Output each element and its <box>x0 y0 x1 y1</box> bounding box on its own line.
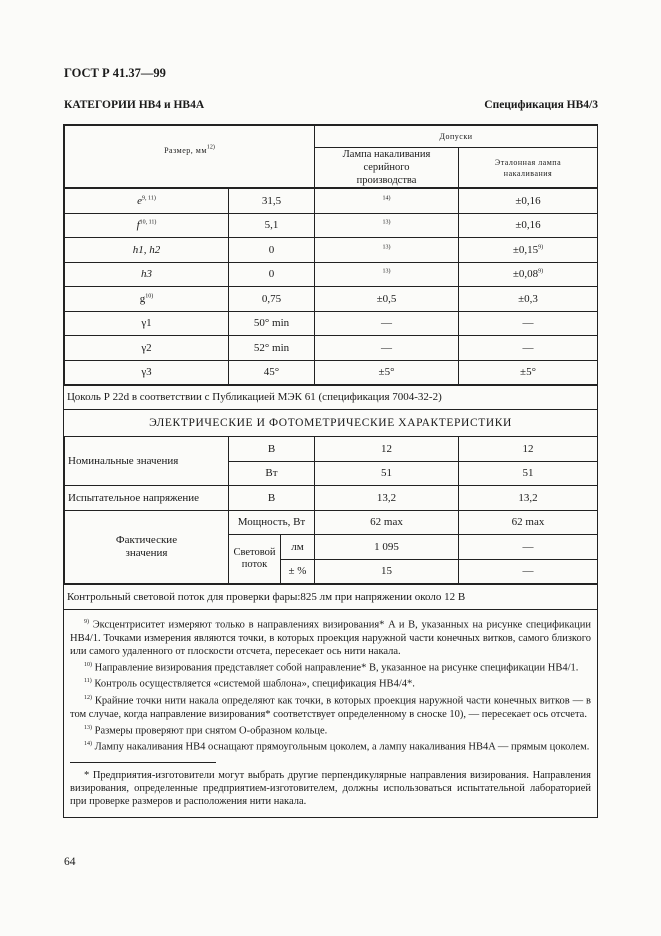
nominal-voltage-standard: 12 <box>459 437 598 462</box>
note-text: Размеры проверяют при снятом О-образном кольце. <box>94 725 328 737</box>
flux-unit-pct: ± % <box>281 559 315 584</box>
dimension-row <box>65 238 598 263</box>
standard-tolerance-text: ±0,16 <box>515 194 541 207</box>
flux-serial: 1 095 <box>315 535 459 560</box>
dimension-value <box>229 287 315 312</box>
page-number: 64 <box>64 856 76 868</box>
serial-tolerance-sup: 13) <box>382 219 391 226</box>
dimension-value-text: 0 <box>268 243 275 256</box>
dimension-symbol-sup: 10, 11) <box>139 219 157 226</box>
note-mark: 11) <box>84 678 92 685</box>
dimension-value-text: 5,1 <box>264 219 279 232</box>
dimension-symbol <box>65 189 229 214</box>
standard-tolerance-text: ±0,16 <box>515 219 541 232</box>
dimensions-table <box>64 125 598 188</box>
standard-tolerance <box>459 287 598 312</box>
flux-pct-serial: 15 <box>315 559 459 584</box>
dimension-row <box>65 336 598 361</box>
standard-tolerance <box>459 238 598 263</box>
serial-lamp-header: Лампа накаливания серийного производства <box>315 148 459 188</box>
standard-tolerance <box>459 213 598 238</box>
standard-tolerance <box>459 189 598 214</box>
test-voltage-label: Испытательное напряжение <box>65 486 229 511</box>
standard-tolerance-text: — <box>522 341 534 354</box>
dimension-symbol-sup: 10) <box>145 293 154 300</box>
dimension-symbol-text: h1, h2 <box>132 243 161 256</box>
serial-tolerance-text: ±5° <box>378 366 395 379</box>
standard-tolerance <box>459 311 598 336</box>
note-mark: 14) <box>84 741 92 748</box>
note-item <box>70 722 591 738</box>
test-voltage-unit: В <box>229 486 315 511</box>
dimension-symbol-text: γ3 <box>141 366 152 379</box>
serial-tolerance-text: — <box>381 341 392 354</box>
standard-lamp-header: Эталонная лампа накаливания <box>459 148 598 188</box>
dimension-row <box>65 262 598 287</box>
nominal-power-standard: 51 <box>459 461 598 486</box>
serial-tolerance <box>315 238 459 263</box>
dimension-symbol-text: g <box>139 292 146 305</box>
dimension-symbol <box>65 287 229 312</box>
note-text: Эксцентриситет измеряют только в направлениях визирования* A и B, указанных на рисунке спецификации HB4/1. Точками измерения являются точки, в которых проекция наружной части конечных витков, самого близкого или самого удаленного от плоскости отсчета, пересекает ось нити накала. <box>70 619 592 657</box>
dimension-symbol <box>65 213 229 238</box>
standard-tolerance-sup: 9) <box>538 268 544 275</box>
test-voltage-standard: 13,2 <box>459 486 598 511</box>
nominal-unit-w: Вт <box>229 461 315 486</box>
serial-tolerance-text: ±0,5 <box>376 292 397 305</box>
serial-tolerance <box>315 287 459 312</box>
note-text: Направление визирования представляет собой направление* B, указанное на рисунке спецификации HB4/1. <box>94 662 579 674</box>
dimension-value-text: 31,5 <box>261 194 282 207</box>
standard-tolerance-text: ±5° <box>520 366 536 379</box>
standard-tolerance-text: — <box>522 317 534 330</box>
serial-tolerance <box>315 213 459 238</box>
power-standard: 62 max <box>459 510 598 535</box>
dimension-value-text: 45° <box>263 366 280 379</box>
notes-list <box>70 616 591 754</box>
note-item <box>70 738 591 754</box>
dimension-value <box>229 360 315 385</box>
dimension-symbol-text: γ2 <box>141 341 152 354</box>
document-header-code: ГОСТ Р 41.37—99 <box>64 66 166 80</box>
power-serial: 62 max <box>315 510 459 535</box>
serial-tolerance-text: — <box>381 317 392 330</box>
dimension-symbol-sup: 9, 11) <box>142 195 156 202</box>
note-text: Лампу накаливания HB4 оснащают прямоугольным цоколем, а лампу накаливания HB4A — прямым цоколем. <box>94 741 590 753</box>
size-header: Размер, мм <box>164 146 207 155</box>
dimension-row <box>65 189 598 214</box>
standard-tolerance-text: ±0,15 <box>512 243 539 256</box>
footnote <box>70 763 591 817</box>
dimension-row <box>65 287 598 312</box>
note-mark: 9) <box>84 619 89 625</box>
note-text: Контроль осуществляется «системой шаблона», спецификация HB4/4*. <box>94 678 415 690</box>
dimension-symbol-text: γ1 <box>141 317 152 330</box>
dimension-symbol-text: e <box>137 194 143 207</box>
power-label: Мощность, Вт <box>229 510 315 535</box>
dimension-row <box>65 360 598 385</box>
note-item <box>70 675 591 691</box>
dimension-symbol <box>65 336 229 361</box>
nominal-values-label: Номинальные значения <box>65 437 229 486</box>
standard-tolerance-text: ±0,08 <box>512 268 539 281</box>
electrical-section-title: ЭЛЕКТРИЧЕСКИЕ И ФОТОМЕТРИЧЕСКИЕ ХАРАКТЕРИСТИКИ <box>64 409 597 436</box>
dimension-symbol-text: h3 <box>141 268 152 281</box>
specification-title: Спецификация HB4/3 <box>484 99 598 111</box>
note-mark: 13) <box>84 724 92 731</box>
dimension-value <box>229 336 315 361</box>
standard-tolerance <box>459 336 598 361</box>
notes-section <box>64 609 597 817</box>
dimension-symbol <box>65 360 229 385</box>
nominal-voltage-serial: 12 <box>315 437 459 462</box>
note-mark: 10) <box>84 661 92 668</box>
serial-tolerance <box>315 262 459 287</box>
dimension-value-text: 50° min <box>253 317 290 330</box>
dimension-row <box>65 213 598 238</box>
serial-tolerance-sup: 14) <box>382 195 391 202</box>
dimension-row <box>65 311 598 336</box>
dimension-value-text: 52° min <box>253 341 290 354</box>
tolerances-header: Допуски <box>315 126 598 148</box>
serial-tolerance <box>315 360 459 385</box>
note-item <box>70 616 591 658</box>
dimension-value <box>229 311 315 336</box>
dimension-symbol-text: f <box>136 219 140 232</box>
flux-pct-standard: — <box>459 559 598 584</box>
standard-tolerance-sup: 9) <box>538 244 544 251</box>
serial-tolerance <box>315 336 459 361</box>
dimension-symbol <box>65 238 229 263</box>
flux-label: Световой поток <box>229 535 281 584</box>
size-header-sup: 12) <box>206 144 215 151</box>
electrical-table <box>64 436 598 584</box>
socket-info: Цоколь Р 22d в соответствии с Публикацией МЭК 61 (спецификация 7004-32-2) <box>64 385 597 409</box>
dimension-value <box>229 213 315 238</box>
actual-values-label: Фактические значения <box>65 510 229 584</box>
control-flux-note: Контрольный световой поток для проверки фары:825 лм при напряжении около 12 В <box>64 584 597 609</box>
serial-tolerance-sup: 13) <box>382 268 391 275</box>
note-item <box>70 659 591 675</box>
specification-table-frame <box>63 124 598 818</box>
flux-unit-lm: лм <box>281 535 315 560</box>
serial-tolerance <box>315 311 459 336</box>
test-voltage-serial: 13,2 <box>315 486 459 511</box>
category-title: КАТЕГОРИИ HB4 и HB4A <box>64 99 205 111</box>
standard-tolerance <box>459 360 598 385</box>
footnote-text: * Предприятия-изготовители могут выбрать другие перпендикулярные направления визирования. Направления визирования, определенные предприятием-изготовителем, должны использоваться испытательной лабораторией при проверке размеров и расположения нити накала. <box>70 769 591 808</box>
standard-tolerance-text: ±0,3 <box>518 292 538 305</box>
flux-standard: — <box>459 535 598 560</box>
nominal-power-serial: 51 <box>315 461 459 486</box>
note-mark: 12) <box>84 694 92 701</box>
dimension-rows <box>64 188 598 385</box>
serial-tolerance-sup: 13) <box>382 244 391 251</box>
dimension-symbol <box>65 311 229 336</box>
note-text: Крайние точки нити накала определяют как точки, в которых проекция наружной части конечных витков — в том случае, когда направление визирования* соответствует определенному в сноске 10), — пересекает ось отсчета. <box>70 695 592 720</box>
standard-tolerance <box>459 262 598 287</box>
dimension-value-text: 0,75 <box>261 292 282 305</box>
note-item <box>70 692 591 721</box>
serial-tolerance <box>315 189 459 214</box>
dimension-symbol <box>65 262 229 287</box>
dimension-value-text: 0 <box>268 268 275 281</box>
dimension-value <box>229 238 315 263</box>
size-header-cell <box>65 126 315 188</box>
dimension-value <box>229 262 315 287</box>
nominal-unit-v: В <box>229 437 315 462</box>
dimension-value <box>229 189 315 214</box>
